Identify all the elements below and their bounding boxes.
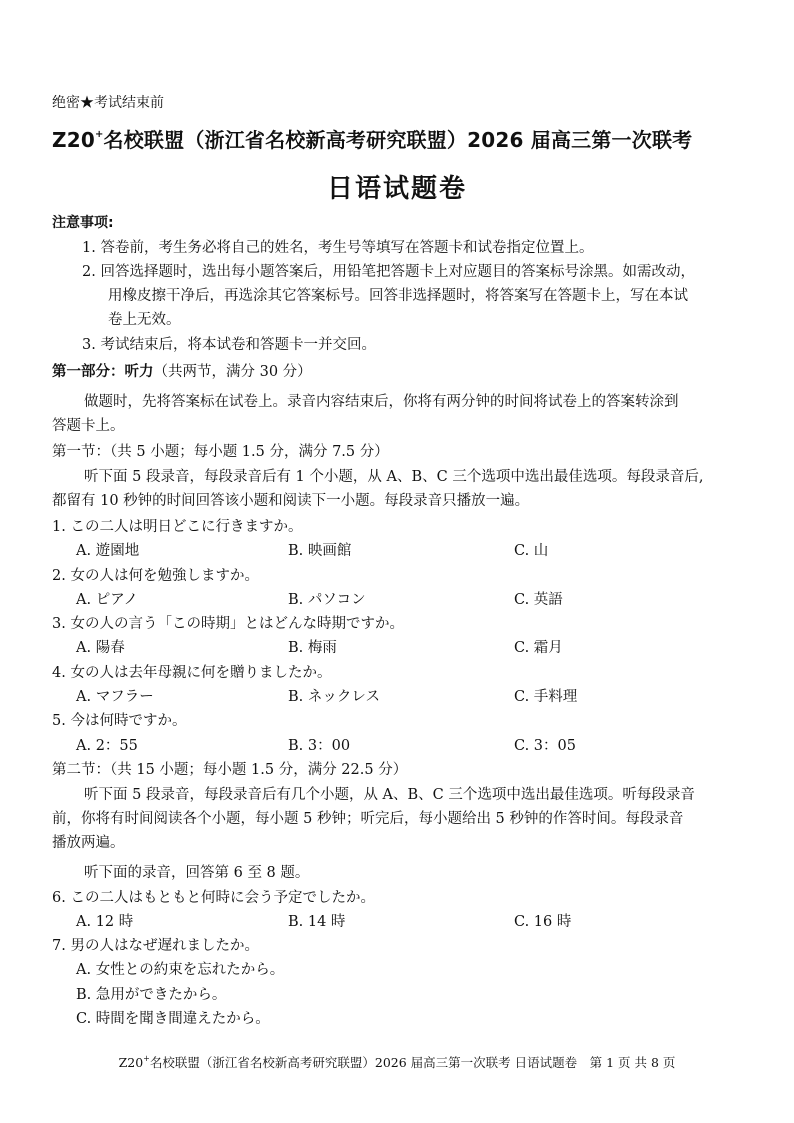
confidential-label: 绝密★考试结束前 [52, 95, 164, 111]
q3-option-c: C. 霜月 [514, 640, 563, 656]
q7-option-c: C. 時間を聞き間違えたから。 [76, 1011, 270, 1027]
page-footer [0, 1053, 794, 1071]
title-prefix: Z20 [52, 128, 95, 152]
part1-intro: 做题时，先将答案标在试卷上。录音内容结束后，你将有两分钟的时间将试卷上的答案转涂到 [84, 394, 679, 410]
q2-option-a: A. ピアノ [76, 592, 139, 608]
section2-heading: 第二节：（共 15 小题；每小题 1.5 分，满分 22.5 分） [52, 762, 408, 778]
part1-heading-bold: 第一部分：听力 [52, 364, 154, 380]
q6-option-a: A. 12 時 [76, 914, 134, 930]
notice-item-2: 2. 回答选择题时，选出每小题答案后，用铅笔把答题卡上对应题目的答案标号涂黑。如需改动， [82, 264, 695, 280]
q7-option-a: A. 女性との約束を忘れたから。 [76, 962, 285, 978]
q5-option-a: A. 2：55 [76, 738, 138, 754]
section2-instruction: 听下面 5 段录音，每段录音后有几个小题，从 A、B、C 三个选项中选出最佳选项。听每段录音 [84, 787, 695, 803]
notice-item-3: 3. 考试结束后，将本试卷和答题卡一并交回。 [82, 337, 376, 353]
footer-prefix: Z20 [118, 1055, 144, 1070]
section2-instruction-cont2: 播放两遍。 [52, 835, 125, 851]
question-4: 4. 女の人は去年母親に何を贈りましたか。 [52, 665, 332, 681]
section1-instruction-cont: 都留有 10 秒钟的时间回答该小题和阅读下一小题。每段录音只播放一遍。 [52, 493, 530, 509]
section1-instruction: 听下面 5 段录音，每段录音后有 1 个小题，从 A、B、C 三个选项中选出最佳选项。每段录音后, [84, 469, 704, 485]
question-3: 3. 女の人の言う「この時期」とはどんな時期ですか。 [52, 616, 404, 632]
notice-item-2-cont: 用橡皮擦干净后，再选涂其它答案标号。回答非选择题时，将答案写在答题卡上，写在本试 [108, 288, 688, 304]
q4-option-c: C. 手料理 [514, 689, 578, 705]
q6-option-b: B. 14 時 [288, 914, 346, 930]
footer-rest: 名校联盟（浙江省名校新高考研究联盟）2026 届高三第一次联考 日语试题卷 第 1 页 共 8 页 [149, 1055, 676, 1070]
q3-option-b: B. 梅雨 [288, 640, 337, 656]
q2-option-c: C. 英語 [514, 592, 563, 608]
question-7: 7. 男の人はなぜ遅れましたか。 [52, 938, 259, 954]
q5-option-b: B. 3：00 [288, 738, 351, 754]
notice-item-2-cont2: 卷上无效。 [108, 312, 181, 328]
q6-option-c: C. 16 時 [514, 914, 572, 930]
q1-option-a: A. 遊園地 [76, 543, 140, 559]
question-2: 2. 女の人は何を勉強しますか。 [52, 568, 259, 584]
question-6: 6. この二人はもともと何時に会う予定でしたか。 [52, 890, 375, 906]
exam-subtitle: 日语试题卷 [326, 174, 467, 204]
question-1: 1. この二人は明日どこに行きますか。 [52, 519, 303, 535]
q1-option-b: B. 映画館 [288, 543, 352, 559]
notice-item-1: 1. 答卷前，考生务必将自己的姓名，考生号等填写在答题卡和试卷指定位置上。 [82, 240, 594, 256]
question-5: 5. 今は何時ですか。 [52, 713, 187, 729]
q7-option-b: B. 急用ができたから。 [76, 987, 227, 1003]
part1-heading-rest: （共两节，满分 30 分） [153, 364, 312, 380]
q4-option-a: A. マフラー [76, 689, 154, 705]
part1-heading [52, 360, 742, 381]
q1-option-c: C. 山 [514, 543, 549, 559]
q5-option-c: C. 3：05 [514, 738, 576, 754]
group-instruction: 听下面的录音，回答第 6 至 8 题。 [84, 865, 310, 881]
footer-sup: + [143, 1054, 150, 1063]
part1-intro-cont: 答题卡上。 [52, 418, 125, 434]
section1-heading: 第一节：（共 5 小题；每小题 1.5 分，满分 7.5 分） [52, 444, 389, 460]
section2-instruction-cont: 前，你将有时间阅读各个小题，每小题 5 秒钟；听完后，每小题给出 5 秒钟的作答时间。每段录音 [52, 811, 684, 827]
q3-option-a: A. 陽春 [76, 640, 125, 656]
title-sup: + [94, 129, 104, 140]
q2-option-b: B. パソコン [288, 592, 366, 608]
title-rest: 名校联盟（浙江省名校新高考研究联盟）2026 届高三第一次联考 [103, 128, 693, 152]
exam-title [52, 124, 742, 153]
q4-option-b: B. ネックレス [288, 689, 380, 705]
notice-heading: 注意事项: [52, 215, 114, 231]
